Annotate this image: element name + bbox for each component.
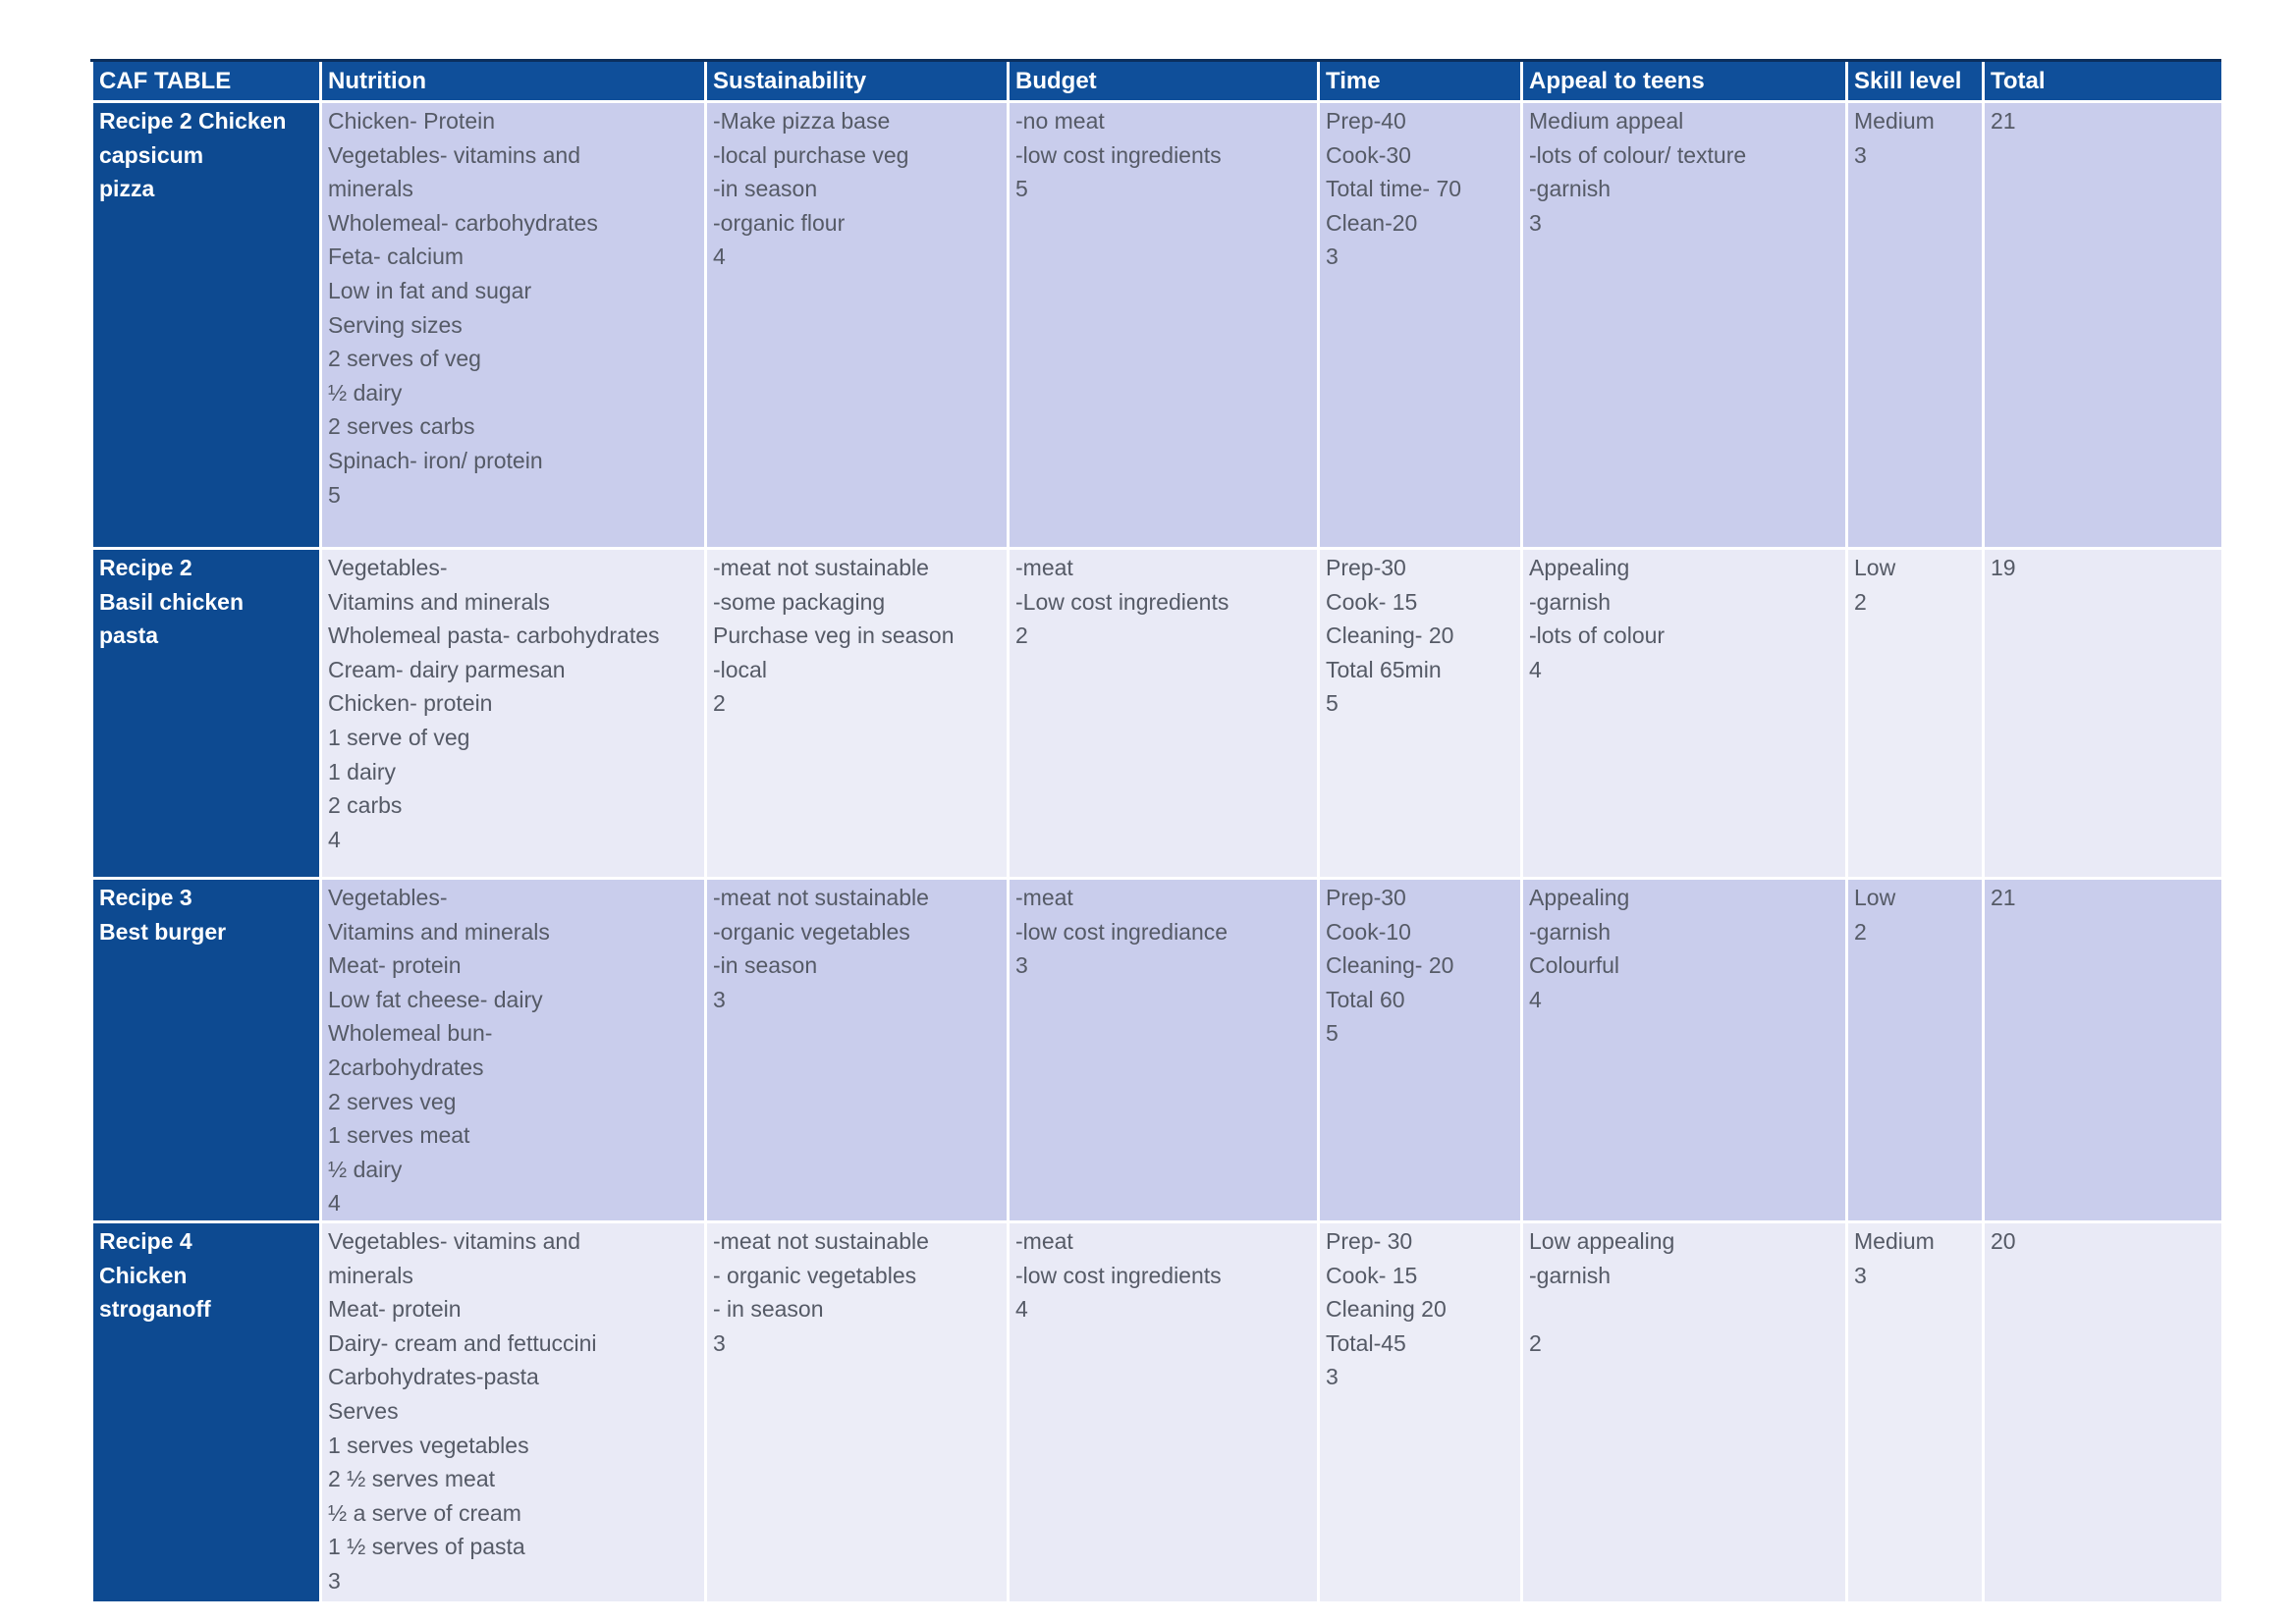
nutrition-cell <box>321 879 706 1222</box>
cell-line: Prep- 30 <box>1326 1227 1413 1254</box>
cell-line: 2 <box>1529 1329 1542 1356</box>
cell-line: Vegetables- <box>328 555 448 580</box>
cell-line: -meat not sustainable <box>713 1227 929 1254</box>
cell-line: Meat- protein <box>328 952 462 979</box>
nutrition-cell <box>321 549 706 879</box>
cell-line: 1 serves meat <box>328 1122 470 1149</box>
total-cell: 21 <box>1984 879 2221 1222</box>
cell-line: Wholemeal- carbohydrates <box>328 209 598 236</box>
cell-line: 4 <box>328 1190 341 1217</box>
cell-line: 3 <box>328 1567 341 1594</box>
cell-line: Medium <box>1854 1227 1935 1254</box>
cell-line: Chicken- Protein <box>328 108 496 134</box>
total-cell: 20 <box>1984 1221 2221 1602</box>
cell-line: 5 <box>328 481 341 508</box>
cell-line: 1 dairy <box>328 758 397 784</box>
cell-line: 1 serves vegetables <box>328 1432 529 1458</box>
cell-line: Prep-30 <box>1326 555 1406 580</box>
cell-line: Chicken- protein <box>328 690 493 717</box>
sustainability-cell <box>706 102 1009 549</box>
cell-line: Feta- calcium <box>328 243 465 270</box>
budget-cell <box>1009 1221 1319 1602</box>
cell-line: 2 <box>1854 918 1867 945</box>
cell-line: Low appealing <box>1529 1227 1675 1254</box>
cell-line: - in season <box>713 1296 824 1323</box>
cell-line: Carbohydrates-pasta <box>328 1364 539 1390</box>
total-header: Total <box>1984 61 2221 102</box>
table-row <box>92 102 2221 549</box>
cell-line: 3 <box>713 1329 726 1356</box>
cell-line: Low fat cheese- dairy <box>328 986 543 1012</box>
cell-line: -lots of colour/ texture <box>1529 141 1747 168</box>
appeal-cell <box>1522 549 1847 879</box>
total-cell: 21 <box>1984 102 2221 549</box>
cell-line: -meat not sustainable <box>713 555 929 580</box>
cell-line: 3 <box>1326 1364 1339 1390</box>
cell-line: Dairy- cream and fettuccini <box>328 1329 597 1356</box>
cell-line: Total 60 <box>1326 986 1405 1012</box>
nutrition-header: Nutrition <box>321 61 706 102</box>
header-row <box>92 61 2221 102</box>
time-cell <box>1319 102 1522 549</box>
table-body <box>92 102 2221 1603</box>
appeal-cell <box>1522 102 1847 549</box>
nutrition-cell <box>321 102 706 549</box>
cell-line: Wholemeal bun- <box>328 1020 493 1047</box>
cell-line: 4 <box>1529 986 1542 1012</box>
cell-line: Cook- 15 <box>1326 588 1418 615</box>
cell-line: ½ dairy <box>328 379 403 406</box>
total-cell: 19 <box>1984 549 2221 879</box>
cell-line: -low cost ingredients <box>1015 141 1222 168</box>
cell-line: Cream- dairy parmesan <box>328 656 566 682</box>
cell-line: 3 <box>1854 141 1867 168</box>
cell-line: -low cost ingrediance <box>1015 918 1229 945</box>
cell-line: -Make pizza base <box>713 108 891 134</box>
cell-line: Cook- 15 <box>1326 1262 1418 1288</box>
cell-line: Serves <box>328 1397 399 1424</box>
cell-line: 4 <box>1529 656 1542 682</box>
cell-line: Meat- protein <box>328 1296 462 1323</box>
table-row <box>92 549 2221 879</box>
cell-line: -meat <box>1015 555 1073 580</box>
nutrition-cell <box>321 1221 706 1602</box>
cell-line: -in season <box>713 176 818 202</box>
cell-line: 4 <box>713 243 726 270</box>
cell-line: 2 <box>713 690 726 717</box>
cell-line: 3 <box>1529 209 1542 236</box>
cell-line: Total time- 70 <box>1326 176 1462 202</box>
appeal-header: Appeal to teens <box>1522 61 1847 102</box>
cell-line: -organic flour <box>713 209 846 236</box>
cell-line: -local purchase veg <box>713 141 909 168</box>
cell-line: Cleaning 20 <box>1326 1296 1447 1323</box>
budget-cell <box>1009 549 1319 879</box>
cell-line: ½ a serve of cream <box>328 1499 521 1526</box>
cell-line: -meat <box>1015 885 1073 910</box>
cell-line: 2 ½ serves meat <box>328 1466 496 1492</box>
budget-cell <box>1009 879 1319 1222</box>
cell-line: 3 <box>1326 243 1339 270</box>
recipe-label: Recipe 2 Chicken capsicum pizza <box>92 102 321 549</box>
caf-table <box>90 59 2221 1604</box>
recipe-label: Recipe 2 Basil chicken pasta <box>92 549 321 879</box>
cell-line: -low cost ingredients <box>1015 1262 1222 1288</box>
cell-line: -in season <box>713 952 818 979</box>
cell-line: Appealing <box>1529 555 1630 580</box>
cell-line: 5 <box>1326 690 1339 717</box>
cell-line: Prep-30 <box>1326 885 1406 910</box>
cell-line: minerals <box>328 1262 413 1288</box>
appeal-cell <box>1522 1221 1847 1602</box>
cell-line: Medium appeal <box>1529 108 1684 134</box>
cell-line <box>1529 1292 1839 1326</box>
cell-line: -organic vegetables <box>713 918 910 945</box>
cell-line: Vegetables- <box>328 885 448 910</box>
sustainability-cell <box>706 549 1009 879</box>
cell-line: -some packaging <box>713 588 886 615</box>
cell-line: -lots of colour <box>1529 622 1666 649</box>
cell-line: Total 65min <box>1326 656 1442 682</box>
cell-line: -garnish <box>1529 176 1612 202</box>
skill-level-cell <box>1847 1221 1984 1602</box>
cell-line: 2 <box>1015 622 1028 649</box>
cell-line: -Low cost ingredients <box>1015 588 1230 615</box>
cell-line: Vegetables- vitamins and <box>328 141 580 168</box>
cell-line: Clean-20 <box>1326 209 1418 236</box>
cell-line: 2carbohydrates <box>328 1054 484 1080</box>
cell-line: Spinach- iron/ protein <box>328 447 543 473</box>
sustainability-cell <box>706 1221 1009 1602</box>
table-row <box>92 1221 2221 1602</box>
cell-line: 3 <box>1015 952 1028 979</box>
cell-line: 2 serves veg <box>328 1088 457 1114</box>
cell-line: 2 carbs <box>328 792 403 819</box>
budget-cell <box>1009 102 1319 549</box>
cell-line: Low <box>1854 555 1896 580</box>
cell-line: Purchase veg in season <box>713 622 955 649</box>
cell-line: -garnish <box>1529 588 1612 615</box>
cell-line: Low <box>1854 885 1896 910</box>
cell-line: Low in fat and sugar <box>328 277 532 303</box>
cell-line: -garnish <box>1529 918 1612 945</box>
cell-line: 3 <box>713 986 726 1012</box>
cell-line: - organic vegetables <box>713 1262 917 1288</box>
table-row <box>92 879 2221 1222</box>
cell-line: Cleaning- 20 <box>1326 622 1454 649</box>
cell-line: Medium <box>1854 108 1935 134</box>
cell-line: 2 <box>1854 588 1867 615</box>
time-cell <box>1319 549 1522 879</box>
sustainability-cell <box>706 879 1009 1222</box>
cell-line: Wholemeal pasta- carbohydrates <box>328 622 660 649</box>
cell-line: Cook-10 <box>1326 918 1411 945</box>
cell-line: 2 serves carbs <box>328 413 475 440</box>
cell-line: -meat not sustainable <box>713 885 929 910</box>
cell-line: 3 <box>1854 1262 1867 1288</box>
cell-line: Total-45 <box>1326 1329 1406 1356</box>
skill-level-header: Skill level <box>1847 61 1984 102</box>
cell-line: Vitamins and minerals <box>328 588 550 615</box>
cell-line: 1 ½ serves of pasta <box>328 1534 525 1560</box>
skill-level-cell <box>1847 102 1984 549</box>
time-header: Time <box>1319 61 1522 102</box>
cell-line: 4 <box>1015 1296 1028 1323</box>
cell-line: -meat <box>1015 1227 1073 1254</box>
recipe-label: Recipe 4 Chicken stroganoff <box>92 1221 321 1602</box>
cell-line: 4 <box>328 826 341 852</box>
budget-header: Budget <box>1009 61 1319 102</box>
cell-line: Cleaning- 20 <box>1326 952 1454 979</box>
time-cell <box>1319 1221 1522 1602</box>
cell-line: 5 <box>1015 176 1028 202</box>
cell-line: -no meat <box>1015 108 1105 134</box>
cell-line: Colourful <box>1529 952 1620 979</box>
cell-line: 1 serve of veg <box>328 724 470 750</box>
caf-table-header: CAF TABLE <box>92 61 321 102</box>
appeal-cell <box>1522 879 1847 1222</box>
recipe-label: Recipe 3 Best burger <box>92 879 321 1222</box>
cell-line: Appealing <box>1529 885 1630 910</box>
cell-line: Cook-30 <box>1326 141 1411 168</box>
cell-line: 2 serves of veg <box>328 346 481 372</box>
sustainability-header: Sustainability <box>706 61 1009 102</box>
skill-level-cell <box>1847 879 1984 1222</box>
cell-line: Vitamins and minerals <box>328 918 550 945</box>
time-cell <box>1319 879 1522 1222</box>
cell-line: -garnish <box>1529 1262 1612 1288</box>
skill-level-cell <box>1847 549 1984 879</box>
cell-line: 5 <box>1326 1020 1339 1047</box>
cell-line: Prep-40 <box>1326 108 1406 134</box>
cell-line: -local <box>713 656 767 682</box>
cell-line: minerals <box>328 176 413 202</box>
cell-line: Vegetables- vitamins and <box>328 1227 580 1254</box>
cell-line: ½ dairy <box>328 1156 403 1182</box>
cell-line: Serving sizes <box>328 311 463 338</box>
